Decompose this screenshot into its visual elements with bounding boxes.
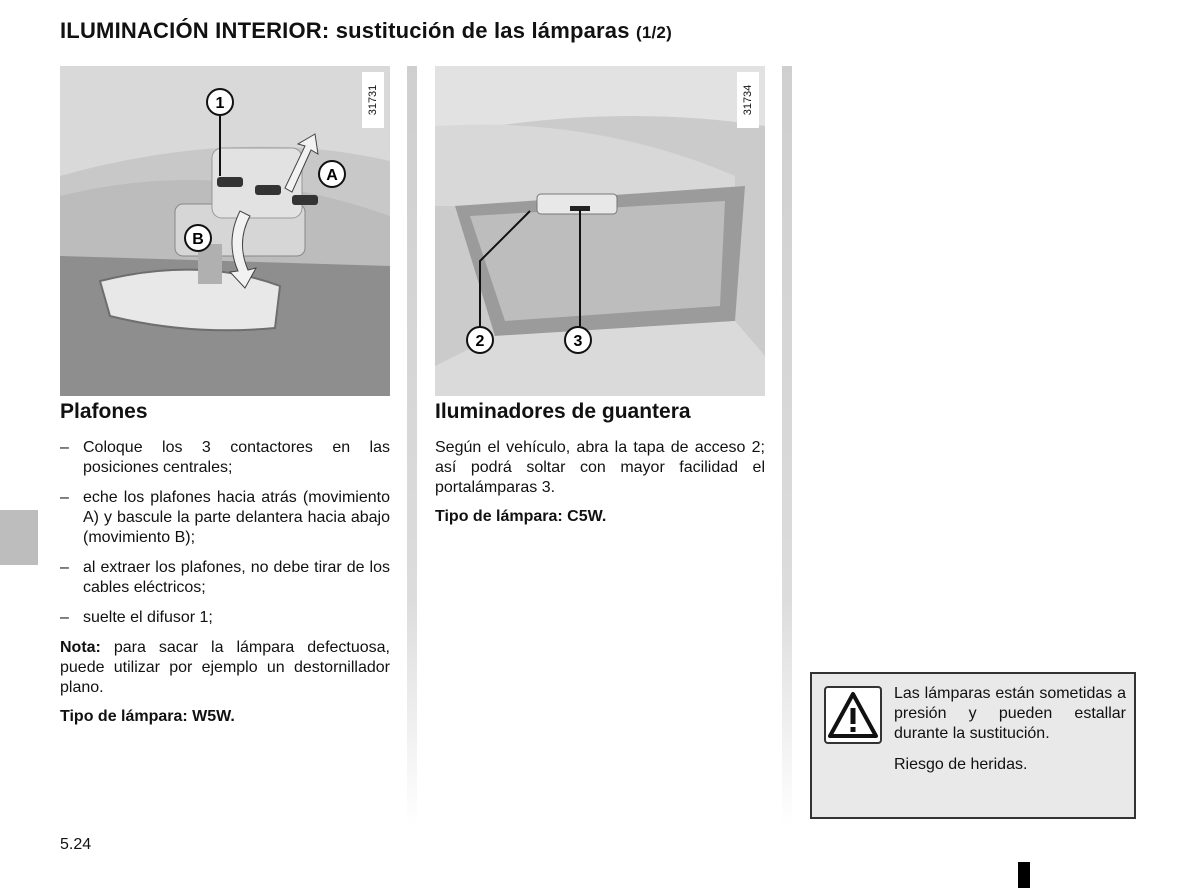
column-divider-2 (782, 66, 792, 826)
figure-ceiling-lights (60, 66, 390, 396)
page-number: 5.24 (60, 836, 92, 853)
figure-number: 31731 (362, 72, 384, 128)
ceiling-illustration (60, 66, 390, 396)
warning-text: Las lámparas están sometidas a presión y pueden estallar durante la sustitución. (894, 685, 1126, 742)
column-divider-1 (407, 66, 417, 826)
plafones-note (60, 638, 390, 698)
warning-triangle-icon (824, 686, 882, 744)
crop-mark (1018, 862, 1030, 888)
callout-2: 2 (475, 333, 485, 350)
plafones-steps (60, 438, 390, 628)
section-tab (0, 510, 38, 565)
list-item: – al extraer los plafones, no debe tirar de los cables eléctricos; (60, 558, 390, 598)
list-item: – Coloque los 3 contactores en las posiciones centrales; (60, 438, 390, 478)
plafones-lamp-type: Tipo de lámpara: W5W. (60, 708, 235, 725)
note-text: para sacar la lámpara defectuosa, puede utilizar por ejemplo un destornillador plano. (60, 639, 390, 696)
plafones-section (60, 400, 390, 736)
callout-A: A (326, 167, 338, 184)
figure-glovebox-light (435, 66, 765, 396)
title-main: ILUMINACIÓN INTERIOR: sustitución de las lámparas (60, 18, 630, 43)
guantera-heading: Iluminadores de guantera (435, 400, 691, 423)
note-label: Nota: (60, 639, 101, 656)
page-title (60, 18, 672, 44)
callout-1: 1 (215, 95, 225, 112)
figure-number: 31734 (737, 72, 759, 128)
list-item: – suelte el difusor 1; (60, 608, 390, 628)
plafones-heading: Plafones (60, 400, 148, 423)
guantera-lamp-type: Tipo de lámpara: C5W. (435, 508, 607, 525)
warning-risk: Riesgo de heridas. (894, 756, 1028, 773)
callout-3: 3 (573, 333, 583, 350)
title-part: (1/2) (635, 23, 672, 42)
callout-B: B (192, 231, 204, 248)
guantera-section (435, 400, 765, 536)
list-item: – eche los plafones hacia atrás (movimiento A) y bascule la parte delantera hacia abajo (movimiento B); (60, 488, 390, 548)
warning-box (810, 672, 1136, 819)
guantera-text: Según el vehículo, abra la tapa de acceso 2; así podrá soltar con mayor facilidad el portalámparas 3. (435, 439, 765, 496)
glovebox-illustration (435, 66, 765, 396)
